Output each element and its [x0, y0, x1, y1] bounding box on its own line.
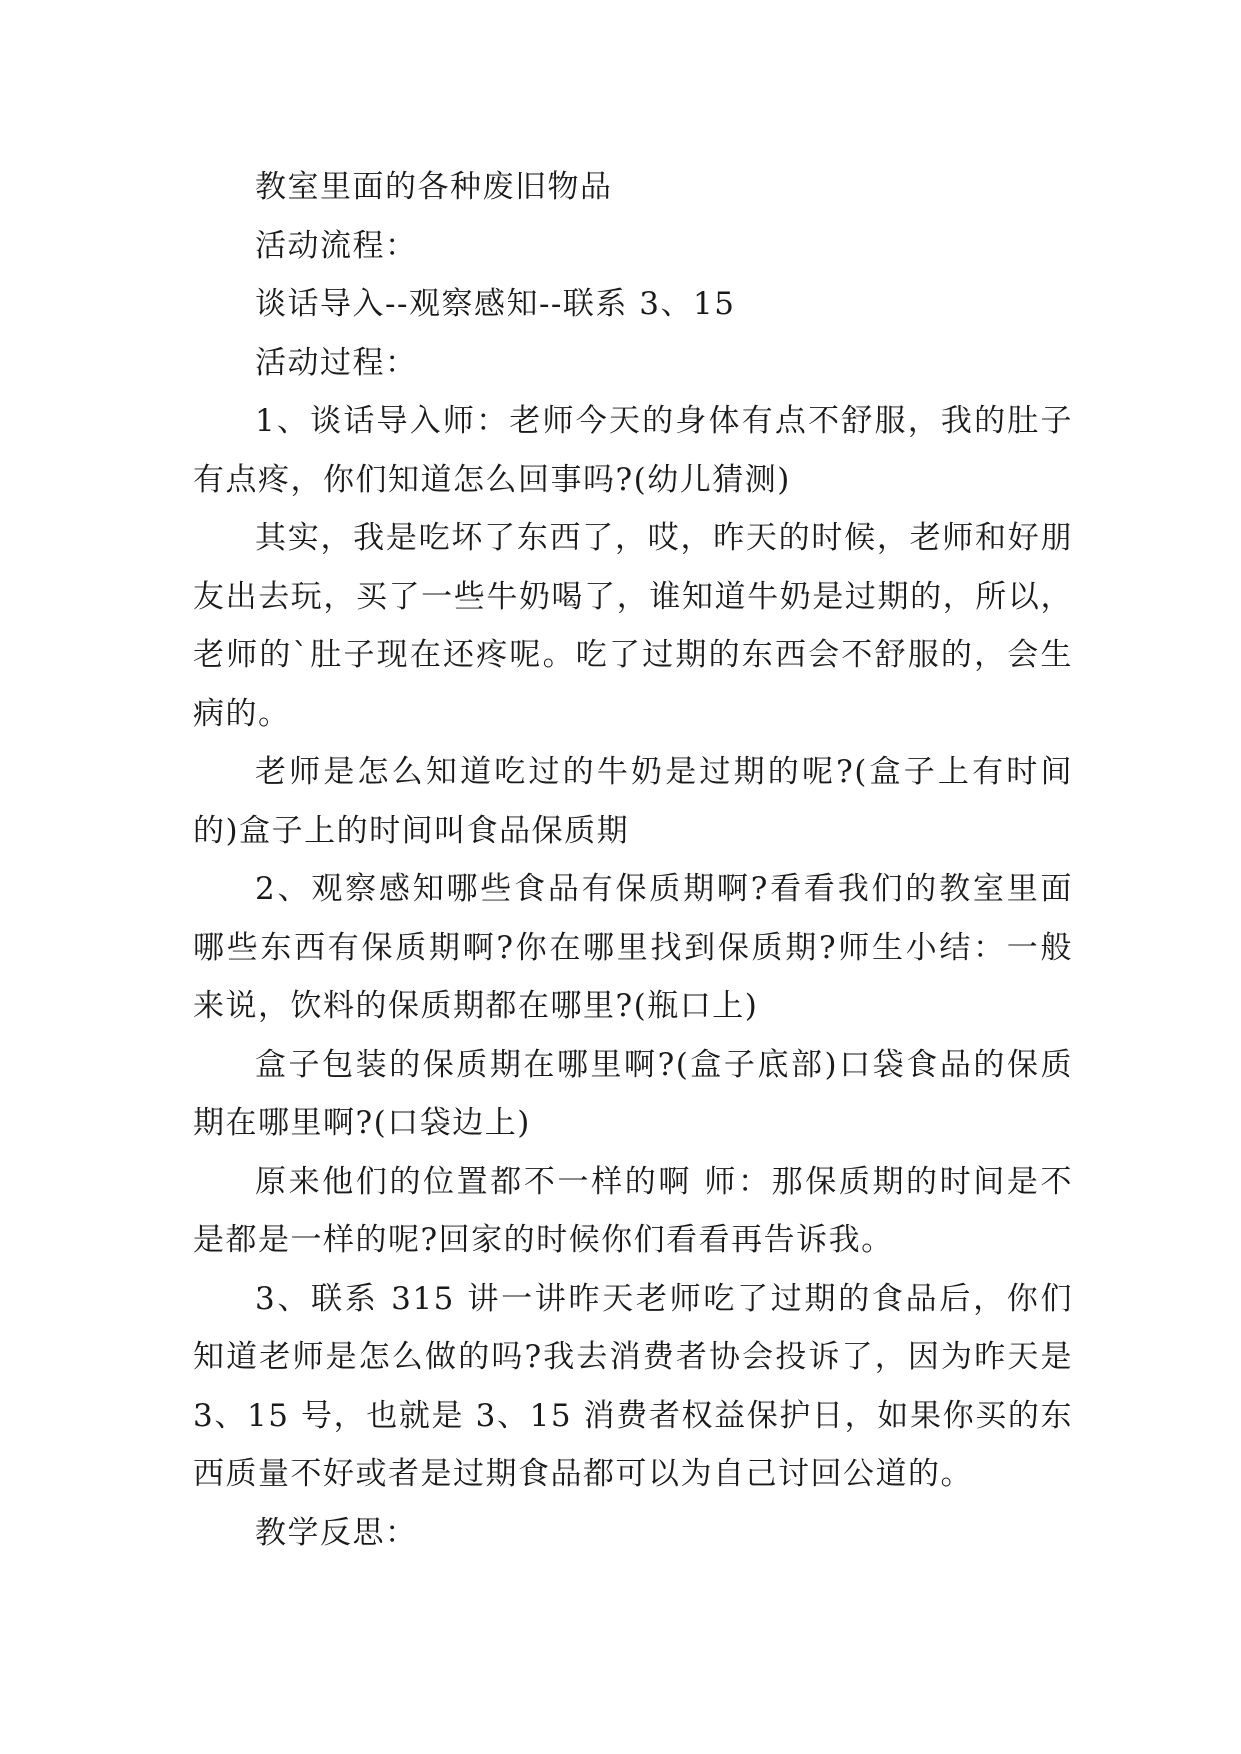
paragraph-positions: 原来他们的位置都不一样的啊 师：那保质期的时间是不是都是一样的呢?回家的时候你们看看再告诉我。 [193, 1163, 1073, 1258]
paragraph-reflection-heading: 教学反思： [255, 1514, 418, 1551]
paragraph-materials: 教室里面的各种废旧物品 [255, 169, 613, 205]
paragraph-step-2: 2、观察感知哪些食品有保质期啊?看看我们的教室里面哪些东西有保质期啊?你在哪里找到保质期?师生小结：一般来说，饮料的保质期都在哪里?(瓶口上) [193, 871, 1073, 1024]
paragraph-process-steps: 谈话导入--观察感知--联系 3、15 [255, 286, 736, 322]
paragraph-question: 老师是怎么知道吃过的牛奶是过期的呢?(盒子上有时间的)盒子上的时间叫食品保质期 [193, 754, 1073, 849]
paragraph-step-3: 3、联系 315 讲一讲昨天老师吃了过期的食品后，你们知道老师是怎么做的吗?我去消费者协会投诉了，因为昨天是 3、15 号，也就是 3、15 消费者权益保护日，如果你买的东西质量不好或者是过期食品都可以为自己讨回公道的。 [193, 1280, 1073, 1492]
paragraph-step-1: 1、谈话导入师：老师今天的身体有点不舒服，我的肚子有点疼，你们知道怎么回事吗?(幼儿猜测) [193, 403, 1073, 498]
paragraph-process-heading: 活动流程： [255, 227, 418, 264]
document-body [193, 158, 1073, 1562]
paragraph-activity-heading: 活动过程： [255, 344, 418, 381]
paragraph-story: 其实，我是吃坏了东西了，哎，昨天的时候，老师和好朋友出去玩，买了一些牛奶喝了，谁知道牛奶是过期的，所以，老师的`肚子现在还疼呢。吃了过期的东西会不舒服的，会生病的。 [193, 520, 1073, 732]
paragraph-packaging: 盒子包装的保质期在哪里啊?(盒子底部)口袋食品的保质期在哪里啊?(口袋边上) [193, 1046, 1073, 1141]
